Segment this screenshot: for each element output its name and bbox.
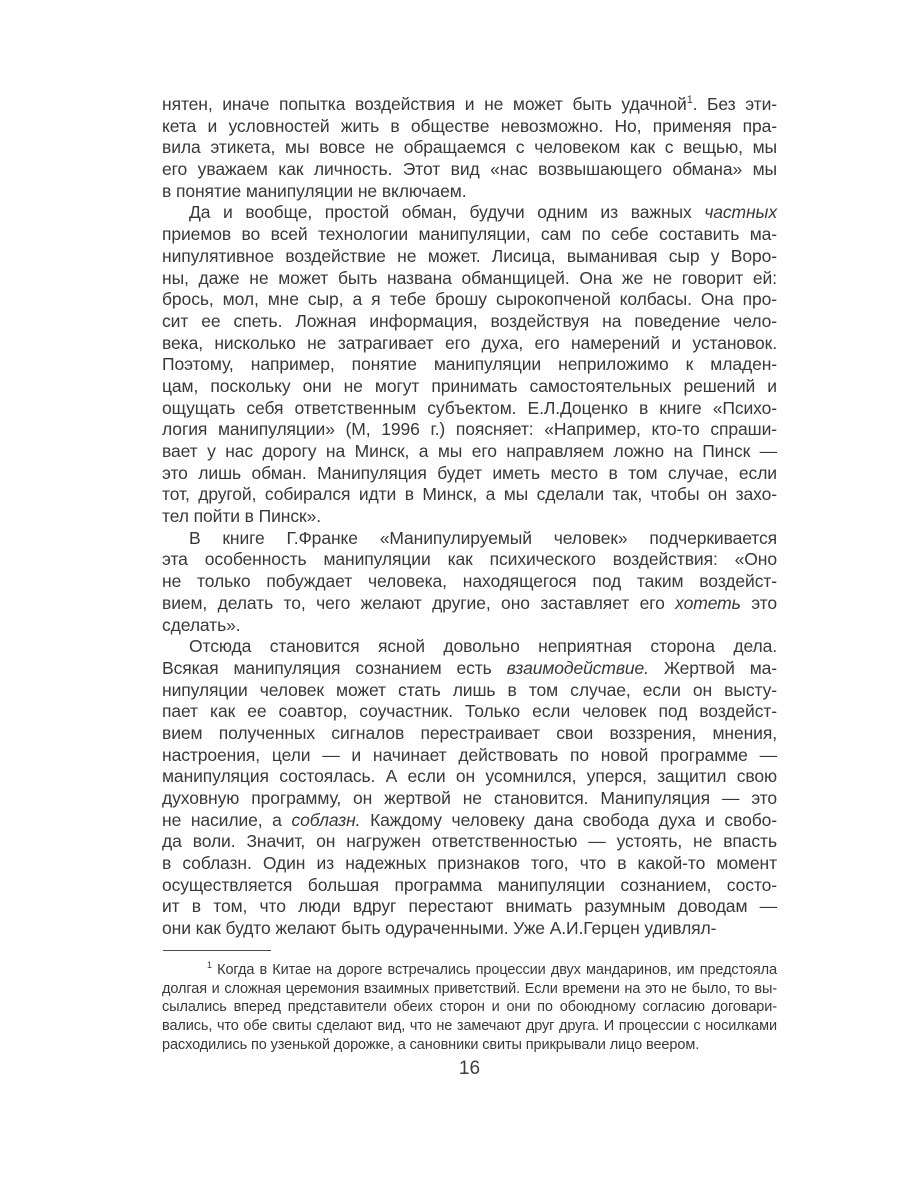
text-line <box>162 354 777 376</box>
text-line <box>162 1036 777 1055</box>
text-segment: настроения, цели — и начинает действовать по новой программе — <box>162 744 777 765</box>
text-segment: манипуляция состоялась. А если он усомнился, уперся, защитил свою <box>162 766 777 787</box>
text-segment: приемов во всей технологии манипуляции, сам по себе составить ма- <box>162 224 777 245</box>
text-line <box>162 224 777 246</box>
text-segment: вием, делать то, чего желают другие, оно заставляет его <box>162 592 676 613</box>
paragraph <box>162 636 777 940</box>
text-segment: ит в том, что люди вдруг перестают внимать разумным доводам — <box>162 896 777 917</box>
text-segment: ощущать себя ответственным субъектом. Е.Л.Доценко в книге «Психо- <box>162 397 777 418</box>
text-line <box>162 788 777 810</box>
text-segment: Всякая манипуляция сознанием есть <box>162 657 507 678</box>
text-segment: духовную программу, он жертвой не становится. Манипуляция — это <box>162 788 777 808</box>
text-segment: в понятие манипуляции не включаем. <box>162 180 467 201</box>
text-line <box>162 441 777 463</box>
emphasized-text: взаимодействие. <box>506 657 649 678</box>
text-line <box>162 961 777 980</box>
text-line <box>162 680 777 702</box>
paragraph <box>162 528 777 636</box>
text-line <box>162 998 777 1017</box>
text-segment: долгая и сложная церемония взаимных приветствий. Если времени на это не было, то вы- <box>162 980 777 997</box>
text-line <box>162 246 777 268</box>
text-line <box>162 549 777 571</box>
text-segment: они как будто желают быть одураченными. Уже А.И.Герцен удивлял- <box>162 918 717 939</box>
text-segment: не насилие, а <box>162 809 292 830</box>
text-segment: нипулятивное воздействие не может. Лисица, выманивая сыр у Воро- <box>162 245 777 266</box>
text-line <box>162 615 777 637</box>
text-segment: не только побуждает человека, находящегося под таким воздейст- <box>162 571 777 592</box>
text-line <box>162 268 777 290</box>
emphasized-text: частных <box>704 202 777 223</box>
text-line <box>162 766 777 788</box>
text-line <box>162 1017 777 1036</box>
text-segment: расходились по узенькой дорожке, а сановники свиты прикрывали лицо веером. <box>162 1036 700 1053</box>
text-line <box>162 593 777 615</box>
body-text <box>162 94 777 940</box>
text-segment: Да и вообще, простой обман, будучи одним из важных <box>189 202 705 223</box>
text-line <box>162 94 777 116</box>
text-segment: Жертвой ма- <box>648 657 777 678</box>
footnote-reference-mark: 1 <box>686 94 693 107</box>
text-segment: осуществляется большая программа манипуляции сознанием, состо- <box>162 874 777 895</box>
text-segment: пает как ее соавтор, соучастник. Только если человек под воздейст- <box>162 701 777 722</box>
text-line <box>162 181 777 203</box>
text-segment: вались, что обе свиты сделают вид, что не замечают друг друга. И процессии с носилками <box>162 1018 777 1035</box>
text-segment: логия манипуляции» (М, 1996 г.) поясняет: «Например, кто-то спраши- <box>162 419 777 440</box>
text-line <box>162 484 777 506</box>
text-line <box>162 463 777 485</box>
emphasized-text: хотеть <box>675 592 741 613</box>
text-segment: . Без эти- <box>692 94 777 114</box>
text-segment: ны, даже не может быть названа обманщицей. Она же не говорит ей: <box>162 267 777 288</box>
text-segment: Когда в Китае на дороге встречались процессии двух мандаринов, им предстояла <box>211 962 777 978</box>
text-line <box>162 701 777 723</box>
text-segment: Отсюда становится ясной довольно неприятная сторона дела. <box>189 636 777 657</box>
text-line <box>162 506 777 528</box>
paragraph <box>162 94 777 202</box>
text-segment: В книге Г.Франке «Манипулируемый человек» подчеркивается <box>189 527 777 548</box>
text-line <box>162 723 777 745</box>
text-segment: Поэтому, например, понятие манипуляции неприложимо к младен- <box>162 354 777 375</box>
text-segment: вием полученных сигналов перестраивает свои воззрения, мнения, <box>162 722 777 743</box>
text-segment: цам, поскольку они не могут принимать самостоятельных решений и <box>162 375 777 396</box>
text-segment: его уважаем как личность. Этот вид «нас возвышающего обмана» мы <box>162 159 777 180</box>
text-line <box>162 831 777 853</box>
text-line <box>162 896 777 918</box>
footnote-reference-mark: 1 <box>207 960 212 971</box>
text-segment: это <box>740 592 777 613</box>
emphasized-text: соблазн. <box>291 809 361 830</box>
text-line <box>162 810 777 832</box>
text-line <box>162 918 777 940</box>
page-number: 16 <box>458 1058 481 1079</box>
text-segment: кета и условностей жить в обществе невозможно. Но, применяя пра- <box>162 115 777 136</box>
text-segment: вает у нас дорогу на Минск, а мы его направляем ложно на Пинск — <box>162 441 777 461</box>
text-segment: века, нисколько не затрагивает его духа, его намерений и установок. <box>162 332 777 353</box>
paragraph <box>162 202 777 527</box>
text-segment: в соблазн. Один из надежных признаков того, что в какой-то момент <box>162 853 777 874</box>
text-line <box>162 398 777 420</box>
text-line <box>162 980 777 999</box>
text-line <box>162 636 777 658</box>
text-segment: сделать». <box>162 614 241 635</box>
text-line <box>162 202 777 224</box>
text-segment: сит ее спеть. Ложная информация, воздействуя на поведение чело- <box>162 310 777 331</box>
text-line <box>162 853 777 875</box>
text-line <box>162 658 777 680</box>
text-line <box>162 116 777 138</box>
text-line <box>162 333 777 355</box>
text-segment: Каждому человеку дана свобода духа и свобо- <box>360 809 777 830</box>
text-line <box>162 875 777 897</box>
text-segment: сылались вперед представители обеих сторон и они по обоюдному согласию договари- <box>162 999 777 1016</box>
text-line <box>162 376 777 398</box>
text-line <box>162 159 777 181</box>
footnote <box>162 961 777 1054</box>
text-segment: нипуляции человек может стать лишь в том случае, если он высту- <box>162 679 777 700</box>
text-segment: это лишь обман. Манипуляция будет иметь место в том случае, если <box>162 462 777 483</box>
text-segment: брось, мол, мне сыр, а я тебе брошу сырокопченой колбасы. Она про- <box>162 289 777 310</box>
text-line <box>162 311 777 333</box>
text-segment: да воли. Значит, он нагружен ответственностью — устоять, не впасть <box>162 831 777 852</box>
footnote-separator <box>163 950 271 951</box>
text-line <box>162 571 777 593</box>
text-line <box>162 745 777 767</box>
text-line <box>162 137 777 159</box>
text-segment: нятен, иначе попытка воздействия и не может быть удачной <box>162 94 687 114</box>
text-line <box>162 528 777 550</box>
text-segment: эта особенность манипуляции как психического воздействия: «Оно <box>162 549 777 570</box>
text-line <box>162 289 777 311</box>
text-segment: тот, другой, собирался идти в Минск, а мы сделали так, чтобы он захо- <box>162 484 777 505</box>
text-line <box>162 419 777 441</box>
text-segment: вила этикета, мы вовсе не обращаемся с человеком как с вещью, мы <box>162 137 777 158</box>
text-segment: тел пойти в Пинск». <box>162 506 321 527</box>
